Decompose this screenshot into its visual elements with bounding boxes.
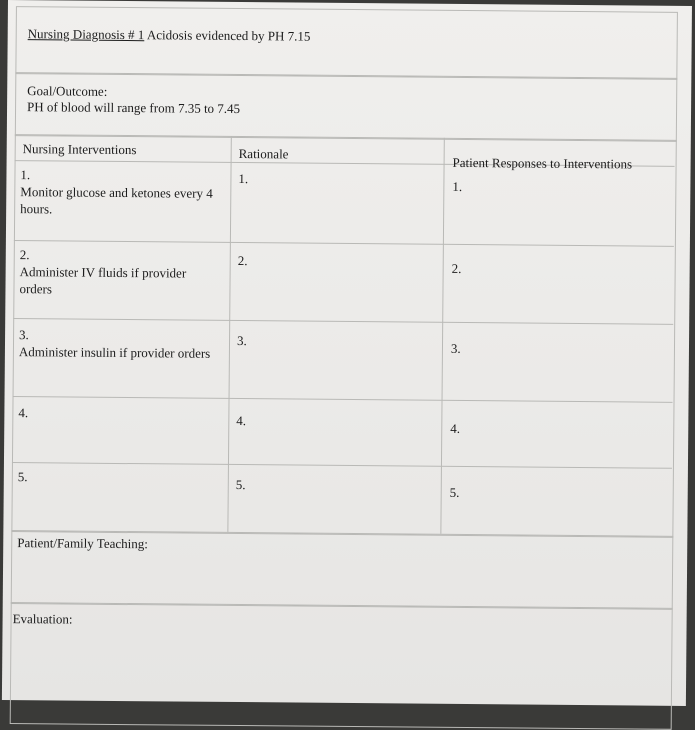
header-rationale: Rationale xyxy=(238,146,289,162)
evaluation-box xyxy=(10,602,673,730)
rationale-number: 2. xyxy=(237,253,248,269)
row-number: 4. xyxy=(18,405,29,421)
evaluation-label: Evaluation: xyxy=(12,611,73,627)
response-number: 4. xyxy=(450,420,461,436)
intervention-text: Administer insulin if provider orders xyxy=(18,344,211,361)
care-plan-sheet xyxy=(2,0,692,706)
table-row xyxy=(18,404,218,423)
response-number: 2. xyxy=(451,260,462,276)
response-number: 1. xyxy=(452,178,463,194)
response-number: 3. xyxy=(450,340,461,356)
table-row xyxy=(19,246,219,299)
header-responses: Patient Responses to Interventions xyxy=(452,154,633,172)
row-number: 2. xyxy=(19,247,30,263)
goal-text: PH of blood will range from 7.35 to 7.45 xyxy=(27,99,241,117)
table-row xyxy=(19,326,219,362)
table-row xyxy=(20,166,220,219)
rationale-number: 5. xyxy=(235,477,246,493)
intervention-text: Monitor glucose and ketones every 4 hours. xyxy=(20,184,213,217)
goal-label: Goal/Outcome: xyxy=(27,83,108,99)
diagnosis-line xyxy=(28,26,311,44)
rationale-number: 4. xyxy=(236,413,247,429)
diagnosis-box xyxy=(15,6,678,80)
teaching-label: Patient/Family Teaching: xyxy=(17,535,148,552)
intervention-text: Administer IV fluids if provider orders xyxy=(19,264,187,297)
diagnosis-label: Nursing Diagnosis # 1 xyxy=(27,26,145,43)
header-interventions: Nursing Interventions xyxy=(22,141,137,158)
rationale-number: 1. xyxy=(238,171,249,187)
rationale-number: 3. xyxy=(236,333,247,349)
response-number: 5. xyxy=(449,484,460,500)
table-row xyxy=(18,468,218,487)
row-number: 3. xyxy=(19,327,29,343)
diagnosis-text: Acidosis evidenced by PH 7.15 xyxy=(146,27,311,44)
row-number: 1. xyxy=(20,167,31,183)
row-number: 5. xyxy=(17,469,28,485)
